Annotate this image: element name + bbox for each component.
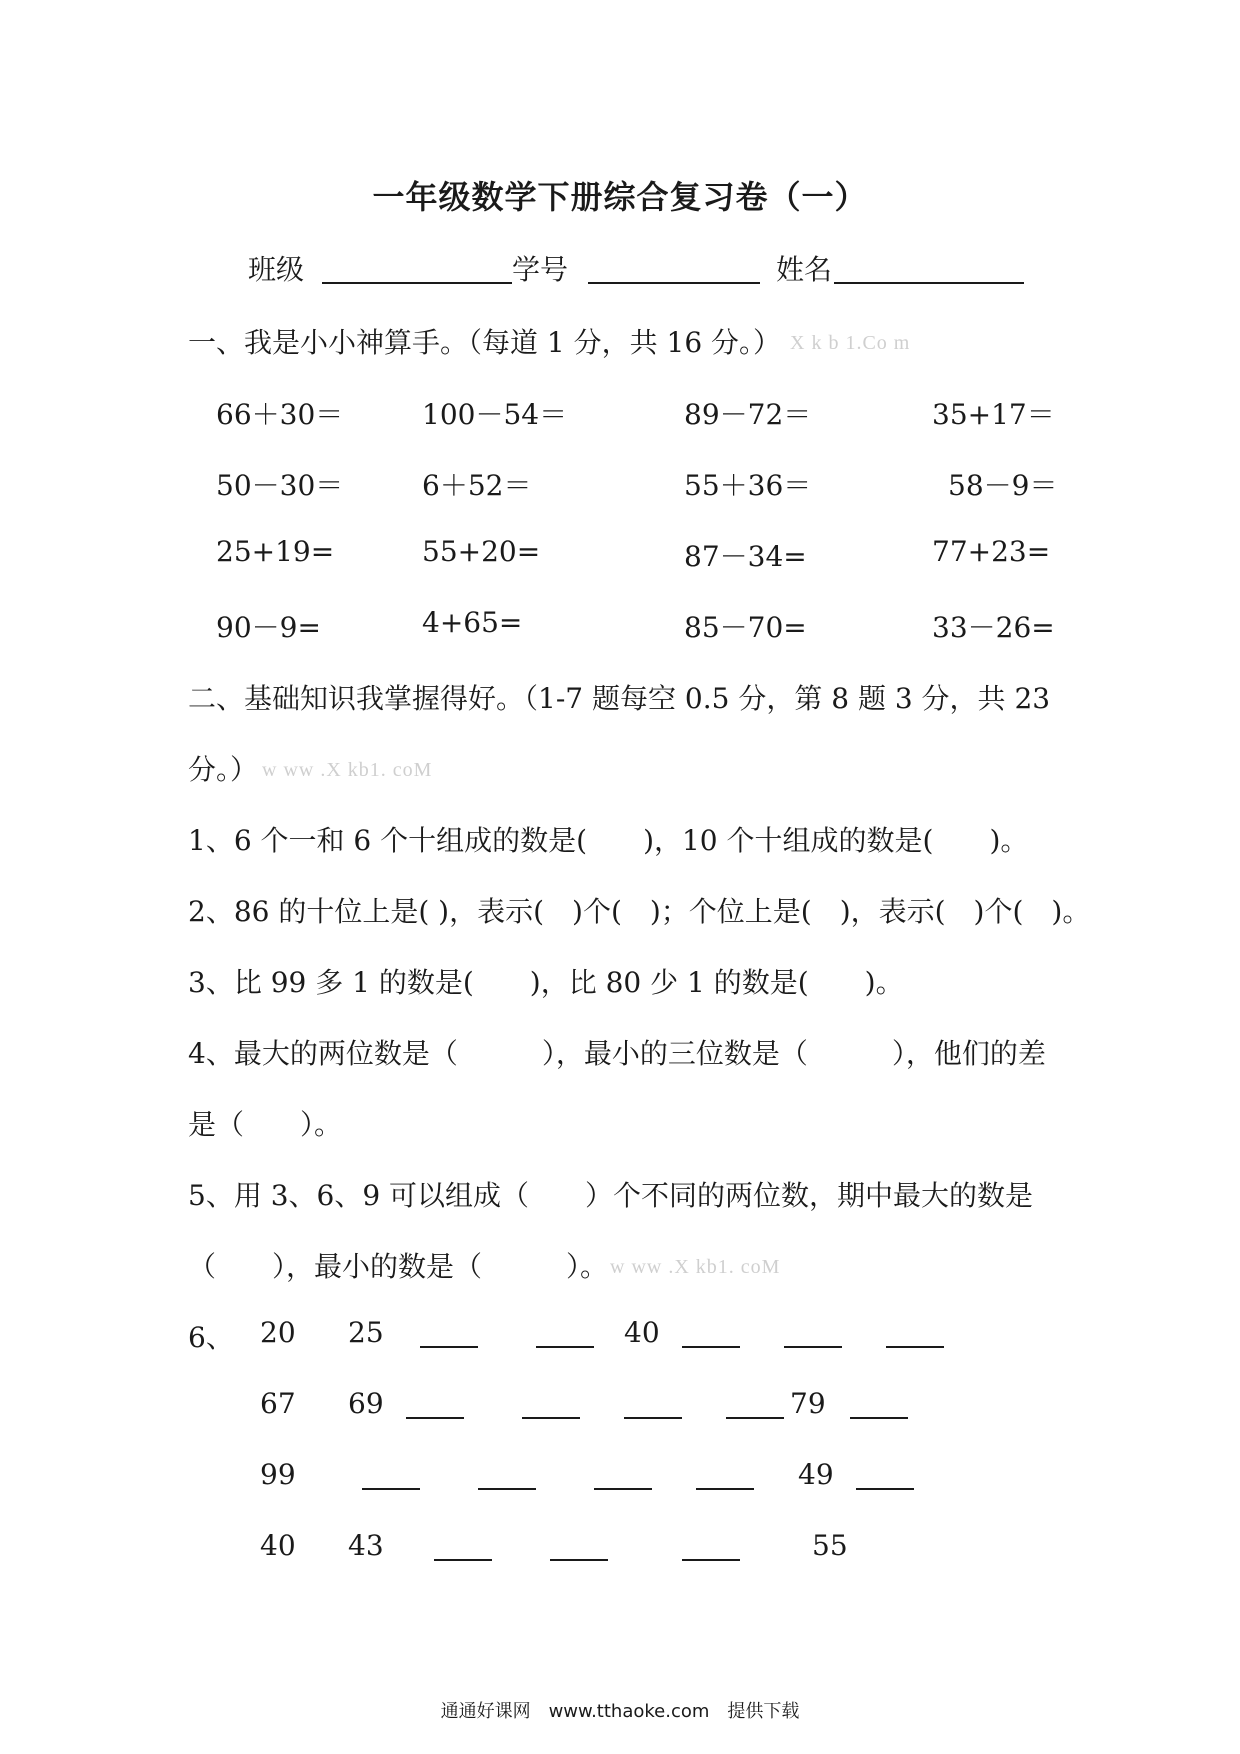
question-5-line2: （ ），最小的数是（ ）。 xyxy=(188,1250,609,1283)
question-4-line1: 4、最大的两位数是（ ），最小的三位数是（ ），他们的差 xyxy=(188,1037,1046,1070)
calc-item: 85－70= xyxy=(684,611,807,644)
sequence-number: 79 xyxy=(790,1387,826,1420)
sequence-number: 40 xyxy=(624,1316,660,1349)
sequence-blank[interactable] xyxy=(362,1488,420,1490)
question-5-watermark: w ww .X kb1. coM xyxy=(610,1256,781,1278)
calc-item: 77+23= xyxy=(932,535,1051,568)
sequence-number: 49 xyxy=(798,1458,834,1491)
calc-item: 50－30＝ xyxy=(216,469,344,502)
calc-item: 66＋30＝ xyxy=(216,398,344,431)
sequence-blank[interactable] xyxy=(784,1346,842,1348)
sequence-number: 69 xyxy=(348,1387,384,1420)
calc-item: 33－26= xyxy=(932,611,1055,644)
question-6-label: 6、 xyxy=(188,1321,234,1354)
section2-heading-line1: 二、基础知识我掌握得好。（1-7 题每空 0.5 分，第 8 题 3 分，共 23 xyxy=(188,682,1051,715)
sequence-number: 43 xyxy=(348,1529,384,1562)
name-label: 姓名 xyxy=(776,253,833,286)
sequence-blank[interactable] xyxy=(682,1559,740,1561)
question-4-line2: 是（ ）。 xyxy=(188,1108,343,1141)
sequence-blank[interactable] xyxy=(726,1417,784,1419)
sequence-number: 40 xyxy=(260,1529,296,1562)
section1-heading: 一、我是小小神算手。（每道 1 分，共 16 分。） xyxy=(188,326,782,359)
sequence-blank[interactable] xyxy=(536,1346,594,1348)
sequence-blank[interactable] xyxy=(550,1559,608,1561)
question-2: 2、86 的十位上是( )，表示( )个( )；个位上是( )，表示( )个( )。 xyxy=(188,895,1091,928)
question-3: 3、比 99 多 1 的数是( )，比 80 少 1 的数是( )。 xyxy=(188,966,904,999)
section1-watermark: X k b 1.Co m xyxy=(790,332,911,354)
sequence-blank[interactable] xyxy=(682,1346,740,1348)
sequence-number: 25 xyxy=(348,1316,384,1349)
calc-item: 87－34= xyxy=(684,540,807,573)
sequence-blank[interactable] xyxy=(594,1488,652,1490)
sequence-blank[interactable] xyxy=(850,1417,908,1419)
name-blank[interactable] xyxy=(834,256,1024,284)
class-label: 班级 xyxy=(248,253,305,286)
calc-item: 25+19= xyxy=(216,535,335,568)
calc-item: 89－72＝ xyxy=(684,398,812,431)
calc-item: 55＋36＝ xyxy=(684,469,812,502)
sequence-number: 55 xyxy=(812,1529,848,1562)
calc-item: 6＋52＝ xyxy=(422,469,532,502)
page-footer: 通通好课网 www.tthaoke.com 提供下载 xyxy=(440,1701,800,1722)
sequence-blank[interactable] xyxy=(696,1488,754,1490)
calc-item: 4+65= xyxy=(422,606,523,639)
sequence-blank[interactable] xyxy=(856,1488,914,1490)
section2-watermark: w ww .X kb1. coM xyxy=(262,759,433,781)
sequence-blank[interactable] xyxy=(886,1346,944,1348)
calc-item: 90－9= xyxy=(216,611,321,644)
sequence-blank[interactable] xyxy=(522,1417,580,1419)
class-blank[interactable] xyxy=(322,256,512,284)
question-5-line1: 5、用 3、6、9 可以组成（ ）个不同的两位数，期中最大的数是 xyxy=(188,1179,1034,1212)
calc-item: 35+17＝ xyxy=(932,398,1055,431)
sequence-number: 20 xyxy=(260,1316,296,1349)
question-1: 1、6 个一和 6 个十组成的数是( )，10 个十组成的数是( )。 xyxy=(188,824,1029,857)
calc-item: 55+20= xyxy=(422,535,541,568)
sequence-blank[interactable] xyxy=(624,1417,682,1419)
sequence-number: 99 xyxy=(260,1458,296,1491)
number-blank[interactable] xyxy=(588,256,760,284)
number-label: 学号 xyxy=(512,253,569,286)
sequence-blank[interactable] xyxy=(478,1488,536,1490)
calc-item: 100－54＝ xyxy=(422,398,568,431)
sequence-blank[interactable] xyxy=(434,1559,492,1561)
sequence-blank[interactable] xyxy=(406,1417,464,1419)
section2-heading-line2: 分。） xyxy=(188,753,259,786)
calc-item: 58－9＝ xyxy=(948,469,1058,502)
sequence-blank[interactable] xyxy=(420,1346,478,1348)
page-title: 一年级数学下册综合复习卷（一） xyxy=(372,178,868,216)
sequence-number: 67 xyxy=(260,1387,296,1420)
